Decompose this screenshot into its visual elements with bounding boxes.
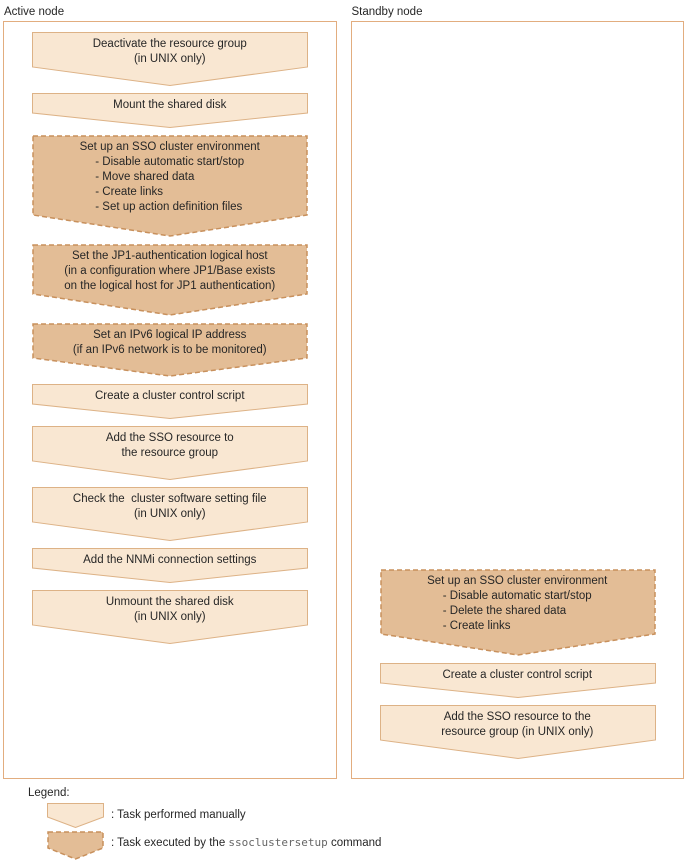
task-text xyxy=(32,93,308,128)
task-line: Add the SSO resource to xyxy=(105,432,234,444)
task-line: Set up an SSO cluster environment xyxy=(427,575,608,587)
standby-node-box xyxy=(351,21,685,779)
task-line: - Set up action definition files xyxy=(95,201,243,213)
legend-label: Legend: xyxy=(28,787,70,799)
task-manual xyxy=(32,384,308,419)
task-line: (in UNIX only) xyxy=(133,611,206,623)
legend-manual-task-text: : Task performed manually xyxy=(111,809,246,821)
active-node-box xyxy=(3,21,337,779)
task-line: resource group (in UNIX only) xyxy=(441,726,594,738)
task-line: Unmount the shared disk xyxy=(105,596,234,608)
task-text xyxy=(380,569,656,656)
legend-command-text-before: : Task executed by the xyxy=(111,837,229,849)
node-columns xyxy=(3,5,684,779)
legend-item-manual-task xyxy=(47,803,381,828)
task-line: - Create links xyxy=(442,620,511,632)
task-line: (if an IPv6 network is to be monitored) xyxy=(72,344,267,356)
legend-item-command-task xyxy=(47,831,381,860)
task-line: Mount the shared disk xyxy=(113,99,227,111)
command-task-chevron-icon xyxy=(47,831,104,860)
task-line: Add the SSO resource to the xyxy=(443,711,591,723)
active-node-column xyxy=(3,5,337,779)
task-line: Check the cluster software setting file xyxy=(72,493,267,505)
task-text xyxy=(380,705,656,759)
task-line: Deactivate the resource group xyxy=(92,38,247,50)
task-line: - Create links xyxy=(95,186,164,198)
legend xyxy=(28,786,381,863)
task-command xyxy=(380,569,656,656)
task-line: - Delete the shared data xyxy=(442,605,567,617)
task-line: - Move shared data xyxy=(95,171,195,183)
legend-command-text-after: command xyxy=(327,837,382,849)
task-line: - Disable automatic start/stop xyxy=(95,156,245,168)
manual-task-chevron-shape xyxy=(47,803,104,828)
task-line: Add the NNMi connection settings xyxy=(83,554,257,566)
task-bullet-list xyxy=(443,589,592,634)
task-text xyxy=(32,384,308,419)
task-text xyxy=(32,244,308,316)
manual-task-chevron-icon xyxy=(47,803,104,828)
active-node-title: Active node xyxy=(4,6,65,18)
task-line: (in a configuration where JP1/Base exists xyxy=(64,265,276,277)
task-line: Set an IPv6 logical IP address xyxy=(93,329,247,341)
task-line: the resource group xyxy=(121,447,219,459)
standby-node-column xyxy=(351,5,685,779)
task-manual xyxy=(380,663,656,698)
task-text xyxy=(32,135,308,237)
task-manual xyxy=(380,705,656,759)
task-manual xyxy=(32,93,308,128)
task-text xyxy=(32,426,308,480)
ssoclustersetup-command-name: ssoclustersetup xyxy=(228,836,328,849)
task-line: Set the JP1-authentication logical host xyxy=(71,250,268,262)
task-line: Set up an SSO cluster environment xyxy=(79,141,260,153)
task-text xyxy=(380,663,656,698)
task-command xyxy=(32,323,308,377)
task-line: Create a cluster control script xyxy=(442,669,593,681)
standby-node-task-list xyxy=(380,569,656,766)
task-command xyxy=(32,244,308,316)
task-manual xyxy=(32,590,308,644)
task-text xyxy=(32,323,308,377)
task-line: (in UNIX only) xyxy=(133,53,206,65)
task-line: - Disable automatic start/stop xyxy=(442,590,592,602)
task-text xyxy=(32,32,308,86)
task-line: Create a cluster control script xyxy=(94,390,245,402)
task-text xyxy=(32,487,308,541)
command-task-chevron-shape xyxy=(47,831,104,860)
active-node-task-list xyxy=(32,32,308,651)
task-line: (in UNIX only) xyxy=(133,508,206,520)
task-text xyxy=(32,548,308,583)
standby-node-title: Standby node xyxy=(351,6,423,18)
task-line: on the logical host for JP1 authentication) xyxy=(64,280,276,292)
task-command xyxy=(32,135,308,237)
legend-command-task-text xyxy=(111,831,381,850)
task-bullet-list xyxy=(95,155,244,215)
task-text xyxy=(32,590,308,644)
task-manual xyxy=(32,426,308,480)
task-manual xyxy=(32,487,308,541)
task-manual xyxy=(32,548,308,583)
task-manual xyxy=(32,32,308,86)
